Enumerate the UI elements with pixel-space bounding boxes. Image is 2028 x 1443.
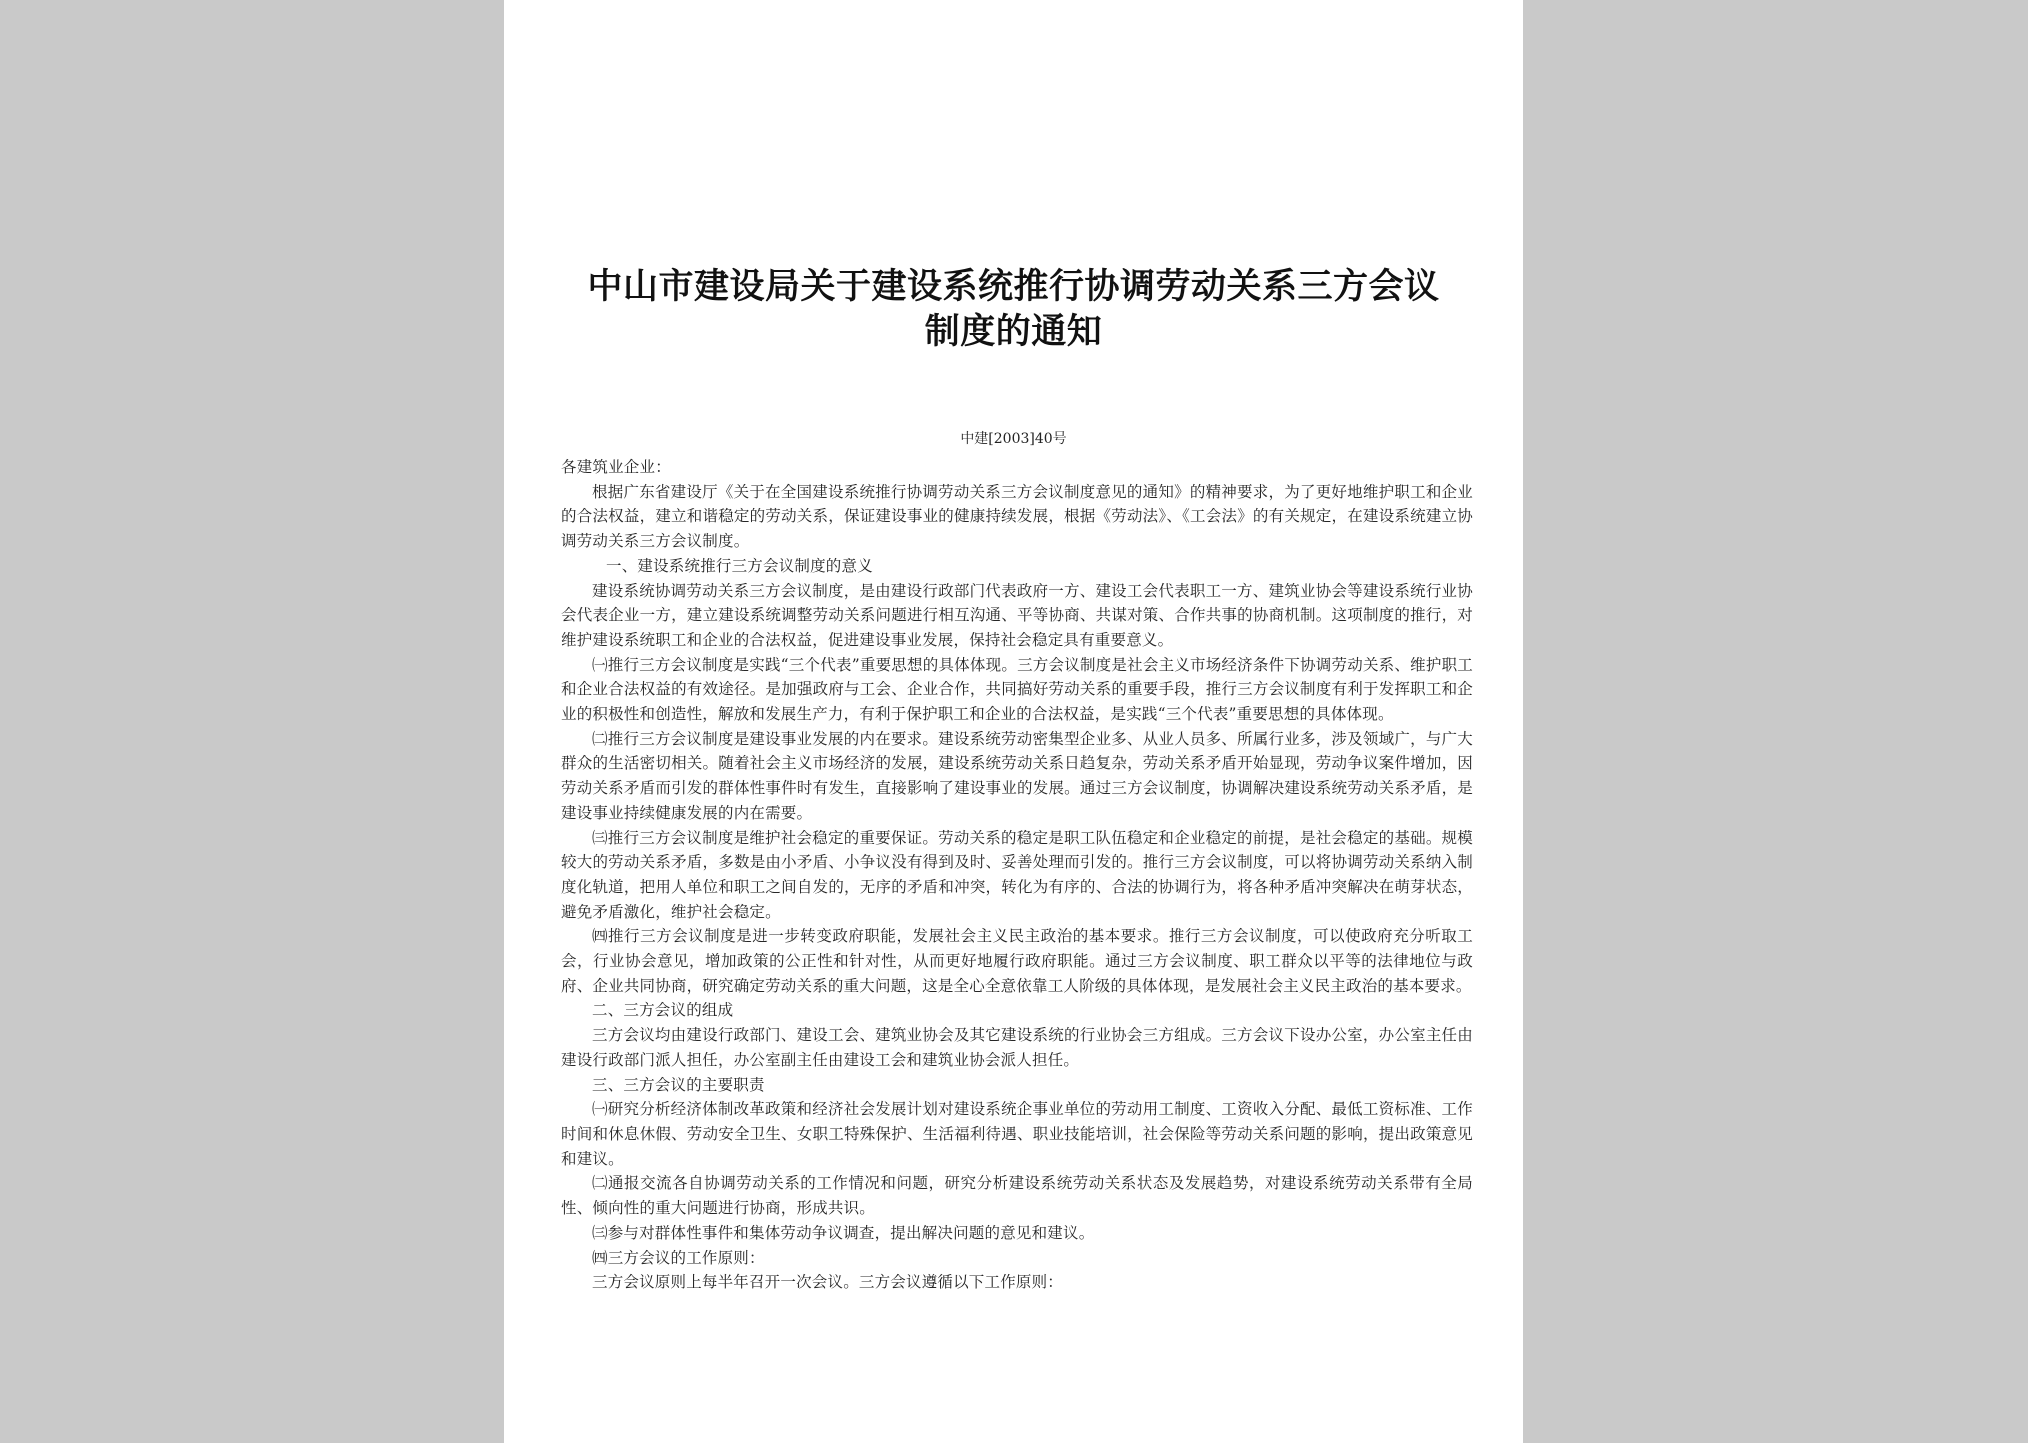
paragraph-intro: 根据广东省建设厅《关于在全国建设系统推行协调劳动关系三方会议制度意见的通知》的精神要求，为了更好地维护职工和企业的合法权益，建立和谐稳定的劳动关系，保证建设事业的健康持续发展，根据《劳动法》、《工会法》的有关规定，在建设系统建立协调劳动关系三方会议制度。 (561, 482, 1473, 551)
section-heading-2: 二、三方会议的组成 (592, 1001, 734, 1020)
document-page (504, 0, 1523, 1443)
paragraph: ㈢推行三方会议制度是维护社会稳定的重要保证。劳动关系的稳定是职工队伍稳定和企业稳定的前提，是社会稳定的基础。规模较大的劳动关系矛盾，多数是由小矛盾、小争议没有得到及时、妥善处理而引发的。推行三方会议制度，可以将协调劳动关系纳入制度化轨道，把用人单位和职工之间自发的，无序的矛盾和冲突，转化为有序的、合法的协调行为，将各种矛盾冲突解决在萌芽状态，避免矛盾激化，维护社会稳定。 (561, 828, 1473, 921)
document-body (561, 455, 1473, 1295)
paragraph: ㈡通报交流各自协调劳动关系的工作情况和问题，研究分析建设系统劳动关系状态及发展趋势，对建设系统劳动关系带有全局性、倾向性的重大问题进行协商，形成共识。 (561, 1174, 1473, 1218)
paragraph: ㈠研究分析经济体制改革政策和经济社会发展计划对建设系统企事业单位的劳动用工制度、工资收入分配、最低工资标准、工作时间和休息休假、劳动安全卫生、女职工特殊保护、生活福利待遇、职业技能培训，社会保险等劳动关系问题的影响，提出政策意见和建议。 (561, 1100, 1473, 1168)
paragraph: ㈡推行三方会议制度是建设事业发展的内在要求。建设系统劳动密集型企业多、从业人员多、所属行业多，涉及领域广，与广大群众的生活密切相关。随着社会主义市场经济的发展，建设系统劳动关系日趋复杂，劳动关系矛盾开始显现，劳动争议案件增加，因劳动关系矛盾而引发的群体性事件时有发生，直接影响了建设事业的发展。通过三方会议制度，协调解决建设系统劳动关系矛盾，是建设事业持续健康发展的内在需要。 (561, 729, 1473, 822)
paragraph: 建设系统协调劳动关系三方会议制度，是由建设行政部门代表政府一方、建设工会代表职工一方、建筑业协会等建设系统行业协会代表企业一方，建立建设系统调整劳动关系问题进行相互沟通、平等协商、共谋对策、合作共事的协商机制。这项制度的推行，对维护建设系统职工和企业的合法权益，促进建设事业发展，保持社会稳定具有重要意义。 (561, 581, 1473, 649)
paragraph: ㈣推行三方会议制度是进一步转变政府职能，发展社会主义民主政治的基本要求。推行三方会议制度，可以使政府充分听取工会，行业协会意见，增加政策的公正性和针对性，从而更好地履行政府职能。通过三方会议制度、职工群众以平等的法律地位与政府、企业共同协商，研究确定劳动关系的重大问题，这是全心全意依靠工人阶级的具体体现，是发展社会主义民主政治的基本要求。 (561, 927, 1473, 995)
document-title (504, 264, 1523, 354)
paragraph: ㈠推行三方会议制度是实践“三个代表”重要思想的具体体现。三方会议制度是社会主义市场经济条件下协调劳动关系、维护职工和企业合法权益的有效途径。是加强政府与工会、企业合作，共同搞好劳动关系的重要手段，推行三方会议制度有利于发挥职工和企业的积极性和创造性，解放和发展生产力，有利于保护职工和企业的合法权益，是实践“三个代表”重要思想的具体体现。 (561, 655, 1473, 724)
section-heading-1: 一、建设系统推行三方会议制度的意义 (606, 556, 873, 575)
salutation: 各建筑业企业： (561, 458, 671, 476)
paragraph: ㈢参与对群体性事件和集体劳动争议调查，提出解决问题的意见和建议。 (592, 1223, 1095, 1242)
title-line-2: 制度的通知 (924, 311, 1103, 352)
section-heading-3: 三、三方会议的主要职责 (592, 1075, 765, 1094)
paragraph: ㈣三方会议的工作原则： (592, 1248, 765, 1267)
document-number: 中建[2003]40号 (960, 431, 1067, 447)
title-line-1: 中山市建设局关于建设系统推行协调劳动关系三方会议 (587, 266, 1440, 307)
paragraph: 三方会议均由建设行政部门、建设工会、建筑业协会及其它建设系统的行业协会三方组成。三方会议下设办公室，办公室主任由建设行政部门派人担任，办公室副主任由建设工会和建筑业协会派人担任。 (561, 1026, 1473, 1069)
paragraph: 三方会议原则上每半年召开一次会议。三方会议遵循以下工作原则： (592, 1273, 1064, 1292)
